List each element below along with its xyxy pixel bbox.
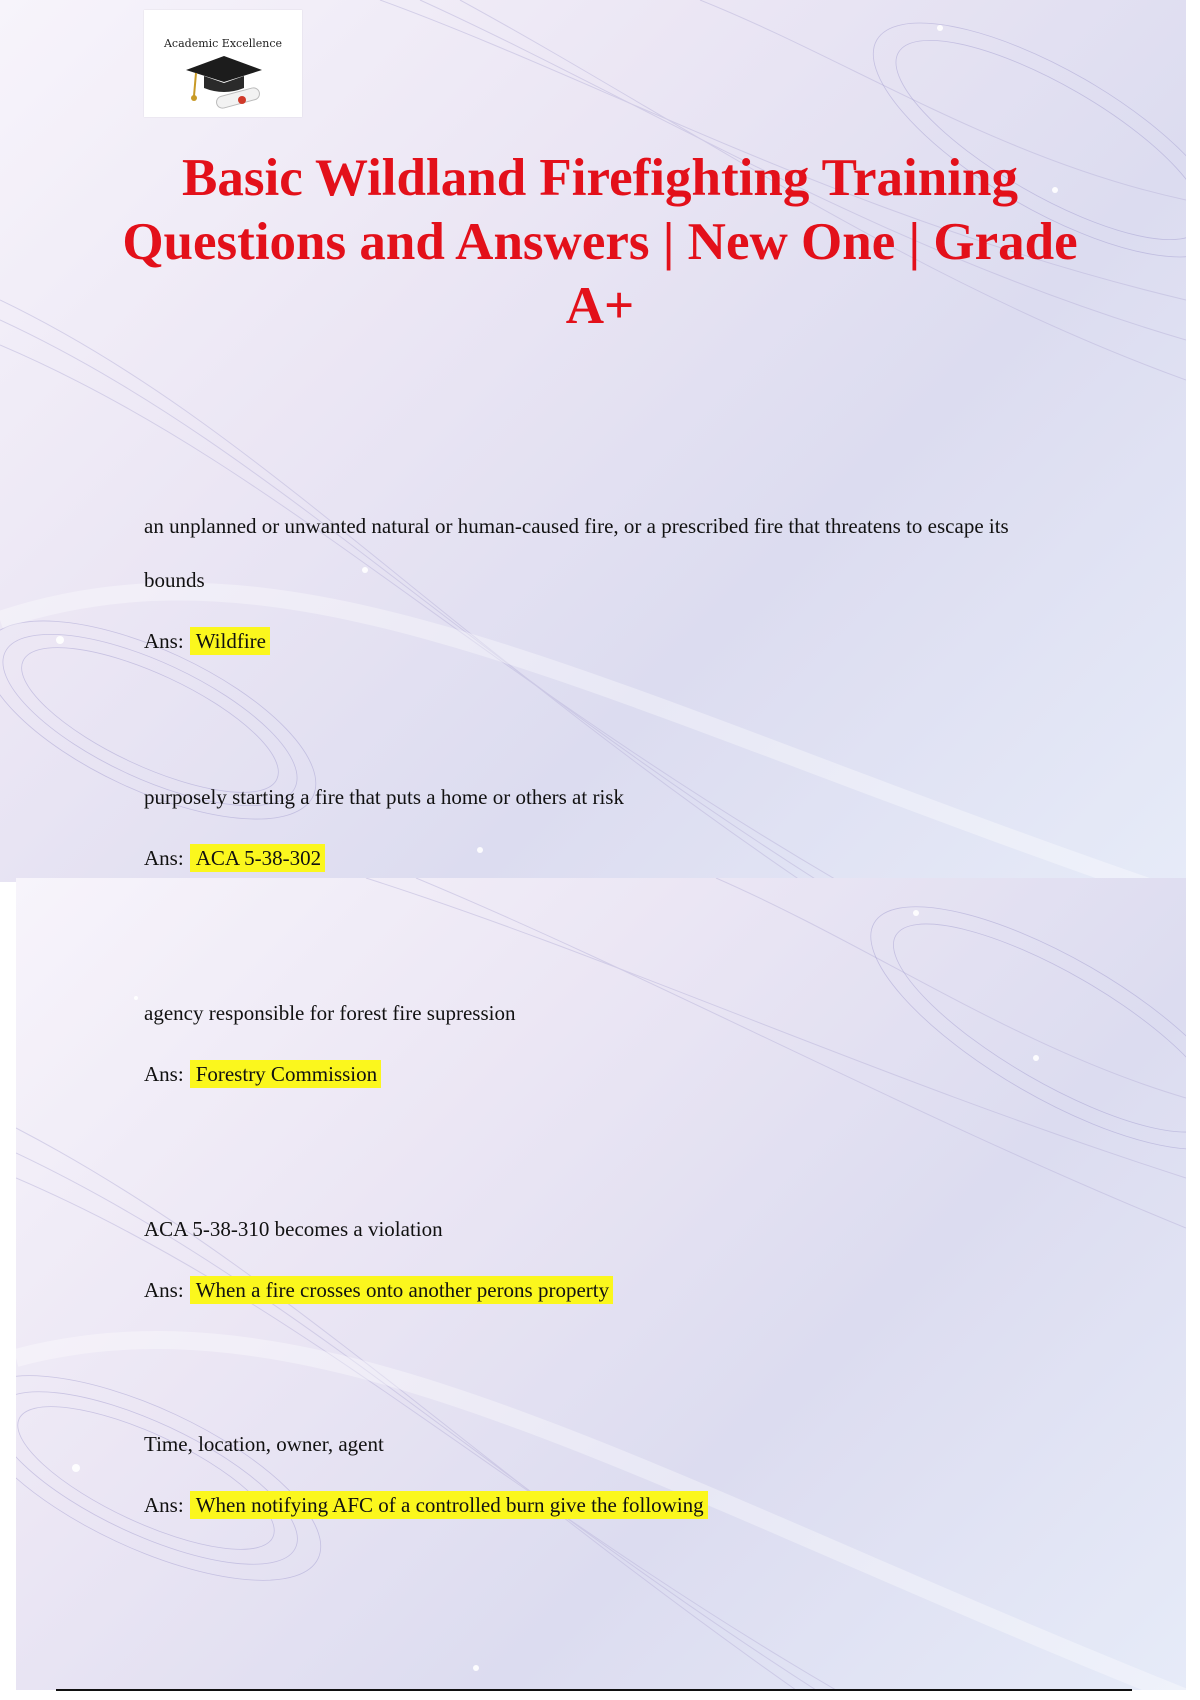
answer-line bbox=[144, 1275, 1044, 1305]
answer-highlight: ACA 5-38-302 bbox=[190, 844, 325, 872]
answer-highlight: When a fire crosses onto another perons property bbox=[190, 1276, 613, 1304]
qa-item-2 bbox=[144, 770, 1044, 873]
footer-divider bbox=[56, 1689, 1132, 1691]
graduation-cap-icon bbox=[182, 50, 266, 112]
answer-line bbox=[144, 843, 1044, 873]
answer-highlight: Wildfire bbox=[190, 627, 270, 655]
qa-item-3 bbox=[144, 986, 1044, 1089]
answer-label: Ans: bbox=[144, 629, 184, 653]
answer-label: Ans: bbox=[144, 846, 184, 870]
answer-highlight: When notifying AFC of a controlled burn give the following bbox=[190, 1491, 708, 1519]
qa-item-5 bbox=[144, 1417, 1044, 1520]
answer-line bbox=[144, 1490, 1044, 1520]
answer-line bbox=[144, 626, 1044, 656]
question-text: agency responsible for forest fire supression bbox=[144, 1001, 516, 1025]
question-text: purposely starting a fire that puts a home or others at risk bbox=[144, 785, 624, 809]
qa-item-4 bbox=[144, 1202, 1044, 1305]
logo-text: Academic Excellence bbox=[163, 37, 283, 50]
answer-label: Ans: bbox=[144, 1062, 184, 1086]
answer-highlight: Forestry Commission bbox=[190, 1060, 381, 1088]
answer-label: Ans: bbox=[144, 1278, 184, 1302]
answer-label: Ans: bbox=[144, 1493, 184, 1517]
question-text: Time, location, owner, agent bbox=[144, 1432, 384, 1456]
logo bbox=[144, 10, 302, 117]
page-title: Basic Wildland Firefighting Training Questions and Answers | New One | Grade A+ bbox=[122, 149, 1078, 335]
answer-line bbox=[144, 1059, 1044, 1089]
question-text: ACA 5-38-310 becomes a violation bbox=[144, 1217, 443, 1241]
qa-item-1 bbox=[144, 499, 1044, 656]
question-text: an unplanned or unwanted natural or human-caused fire, or a prescribed fire that threatens to escape its bounds bbox=[144, 514, 1009, 592]
